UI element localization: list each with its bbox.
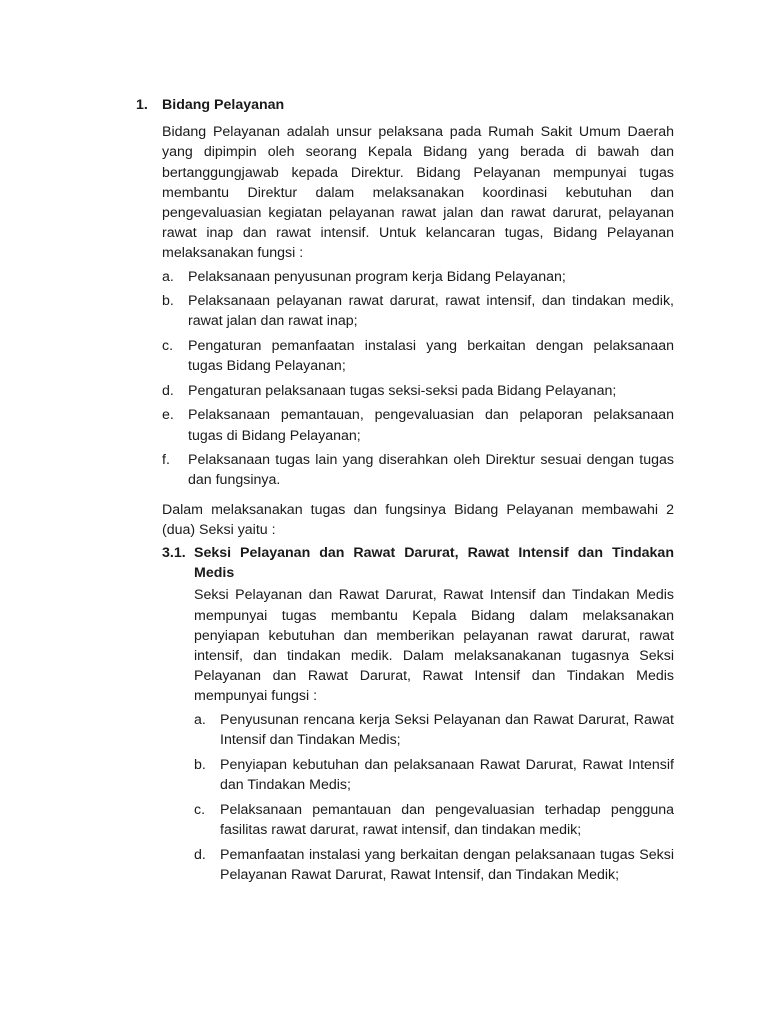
section-function-list	[162, 267, 674, 491]
list-item-text: Pemanfaatan instalasi yang berkaitan dengan pelaksanaan tugas Seksi Pelayanan Rawat Darurat, Rawat Intensif, dan Tindakan Medik;	[220, 846, 674, 883]
list-marker: f.	[162, 452, 170, 469]
subsection-number: 3.1.	[162, 545, 186, 562]
list-marker: a.	[162, 268, 174, 285]
list-marker: e.	[162, 407, 174, 424]
list-item	[162, 291, 674, 331]
list-item	[194, 755, 674, 795]
subsection-function-list	[194, 710, 674, 885]
section-title: Bidang Pelayanan	[162, 97, 285, 113]
list-item	[162, 267, 674, 287]
list-marker: b.	[162, 293, 174, 310]
list-item	[162, 336, 674, 376]
section-heading	[136, 95, 674, 115]
list-marker: d.	[162, 382, 174, 399]
section-intro-paragraph: Bidang Pelayanan adalah unsur pelaksana pada Rumah Sakit Umum Daerah yang dipimpin oleh seorang Kepala Bidang yang berada di bawah dan bertanggungjawab kepada Direktur. Bidang Pelayanan mempunyai tugas membantu Direktur dalam melaksanakan koordinasi kebutuhan dan pengevaluasian kegiatan pelayanan rawat jalan dan rawat darurat, pelayanan rawat inap dan rawat intensif. Untuk kelancaran tugas, Bidang Pelayanan melaksanakan fungsi :	[162, 124, 674, 262]
subsection-title: Seksi Pelayanan dan Rawat Darurat, Rawat Intensif dan Tindakan Medis	[194, 545, 674, 582]
subsection-body	[194, 585, 674, 885]
list-marker: a.	[194, 711, 206, 728]
list-item-text: Penyusunan rencana kerja Seksi Pelayanan dan Rawat Darurat, Rawat Intensif dan Tindakan Medis;	[220, 711, 674, 748]
subsection-heading	[162, 543, 674, 583]
list-item-text: Pelaksanaan pelayanan rawat darurat, rawat intensif, dan tindakan medik, rawat jalan dan rawat inap;	[188, 293, 674, 330]
list-marker: b.	[194, 756, 206, 773]
list-marker: d.	[194, 846, 206, 863]
list-marker: c.	[162, 338, 174, 355]
list-item-text: Pelaksanaan tugas lain yang diserahkan oleh Direktur sesuai dengan tugas dan fungsinya.	[188, 452, 674, 489]
list-item	[194, 710, 674, 750]
list-item	[162, 405, 674, 445]
list-item-text: Pengaturan pelaksanaan tugas seksi-seksi pada Bidang Pelayanan;	[188, 382, 617, 399]
list-marker: c.	[194, 801, 206, 818]
list-item-text: Pengaturan pemanfaatan instalasi yang berkaitan dengan pelaksanaan tugas Bidang Pelayanan;	[188, 338, 674, 375]
section-closing-paragraph: Dalam melaksanakan tugas dan fungsinya Bidang Pelayanan membawahi 2 (dua) Seksi yaitu :	[162, 501, 674, 538]
list-item	[194, 845, 674, 885]
section-number: 1.	[136, 97, 148, 113]
list-item-text: Pelaksanaan penyusunan program kerja Bidang Pelayanan;	[188, 268, 566, 285]
subsection-intro-paragraph: Seksi Pelayanan dan Rawat Darurat, Rawat Intensif dan Tindakan Medis mempunyai tugas membantu Kepala Bidang dalam melaksanakan penyiapan kebutuhan dan memberikan pelayanan rawat darurat, rawat intensif, dan tindakan medik. Dalam melaksanakanan tugasnya Seksi Pelayanan dan Rawat Darurat, Rawat Intensif dan Tindakan Medis mempunyai fungsi :	[194, 587, 674, 705]
list-item	[162, 381, 674, 401]
list-item-text: Pelaksanaan pemantauan dan pengevaluasian terhadap pengguna fasilitas rawat darurat, rawat intensif, dan tindakan medik;	[220, 801, 674, 838]
list-item	[162, 450, 674, 490]
list-item	[194, 800, 674, 840]
section-body	[162, 122, 674, 885]
list-item-text: Penyiapan kebutuhan dan pelaksanaan Rawat Darurat, Rawat Intensif dan Tindakan Medis;	[220, 756, 674, 793]
list-item-text: Pelaksanaan pemantauan, pengevaluasian dan pelaporan pelaksanaan tugas di Bidang Pelayanan;	[188, 407, 674, 444]
